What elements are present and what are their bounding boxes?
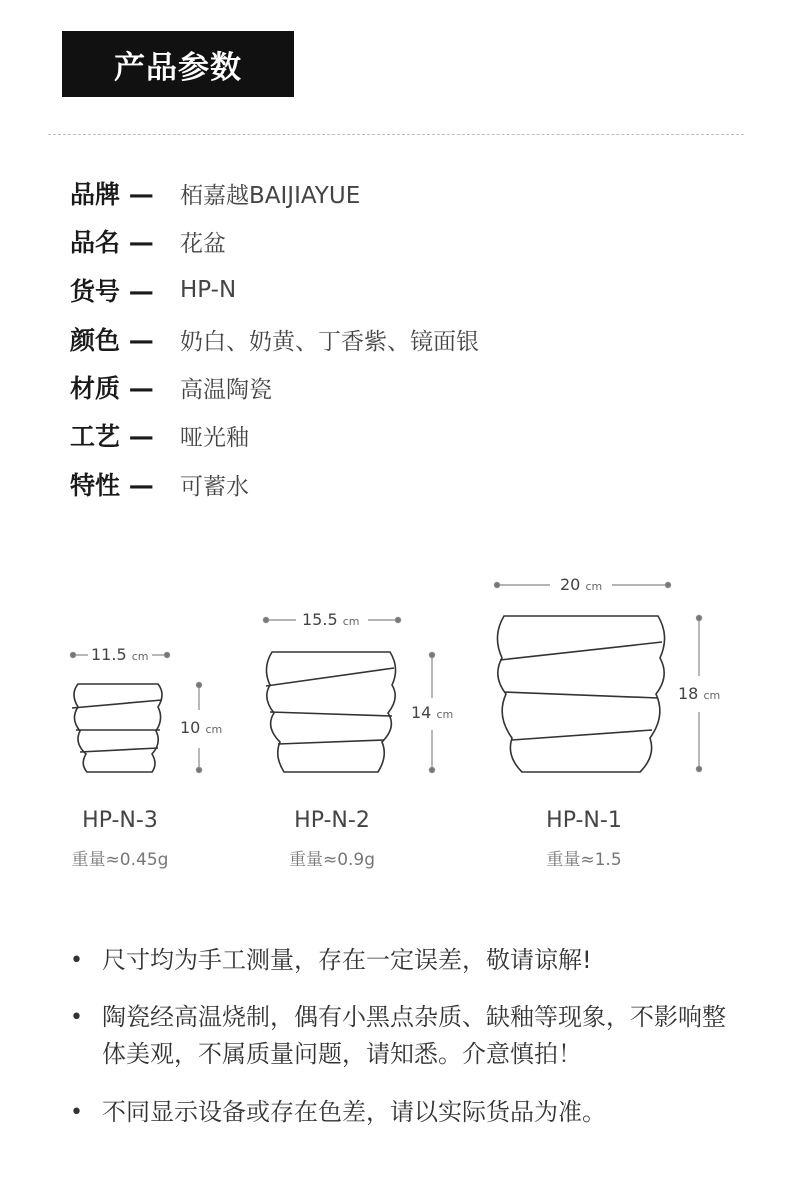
- dim-width-medium: 15.5 cm: [302, 610, 360, 629]
- spec-label: 品牌 —: [70, 180, 154, 209]
- bullet-icon: •: [70, 1005, 83, 1030]
- pot-weight-medium: 重量≈0.9g: [288, 850, 376, 870]
- spec-value: 栢嘉越BAIJIAYUE: [180, 182, 361, 209]
- note-item: [66, 1094, 746, 1131]
- spec-label: 货号 —: [70, 277, 154, 306]
- dim-height-medium: 14 cm: [411, 703, 454, 722]
- note-text: 不同显示设备或存在色差，请以实际货品为准。: [102, 1098, 606, 1126]
- bullet-icon: •: [70, 948, 83, 973]
- note-text: 尺寸均为手工测量，存在一定误差，敬请谅解!: [102, 946, 592, 974]
- pot-weight-small: 重量≈0.45g: [71, 850, 169, 870]
- spec-value: 可蓄水: [180, 473, 249, 500]
- pot-model-large: HP-N-1: [546, 808, 622, 833]
- pot-weight-large: 重量≈1.5: [546, 850, 622, 870]
- spec-value: 奶白、奶黄、丁香紫、镜面银: [180, 328, 479, 355]
- dim-height-large: 18 cm: [678, 684, 721, 703]
- note-item: [66, 999, 746, 1073]
- dim-height-small: 10 cm: [180, 718, 223, 737]
- spec-label: 品名 —: [70, 228, 154, 257]
- spec-value: 高温陶瓷: [180, 376, 272, 403]
- spec-value: HP-N: [180, 277, 237, 303]
- pot-model-medium: HP-N-2: [294, 808, 370, 833]
- spec-label: 工艺 —: [70, 422, 154, 451]
- spec-label: 材质 —: [70, 374, 154, 403]
- section-title: 产品参数: [114, 49, 242, 86]
- note-text: 陶瓷经高温烧制，偶有小黑点杂质、缺釉等现象，不影响整体美观，不属质量问题，请知悉。介意慎拍！: [102, 1003, 726, 1068]
- spec-label: 颜色 —: [70, 326, 154, 355]
- dim-width-large: 20 cm: [560, 575, 603, 594]
- pot-large-drawing: [497, 616, 664, 772]
- bullet-icon: •: [70, 1100, 83, 1125]
- spec-value: 花盆: [180, 230, 226, 257]
- dim-width-small: 11.5 cm: [91, 645, 149, 664]
- note-item: [66, 942, 746, 979]
- pot-small-drawing: [72, 684, 162, 772]
- spec-label: 特性 —: [70, 471, 154, 500]
- pot-medium-drawing: [266, 652, 396, 772]
- pot-model-small: HP-N-3: [82, 808, 158, 833]
- spec-value: 哑光釉: [180, 424, 249, 451]
